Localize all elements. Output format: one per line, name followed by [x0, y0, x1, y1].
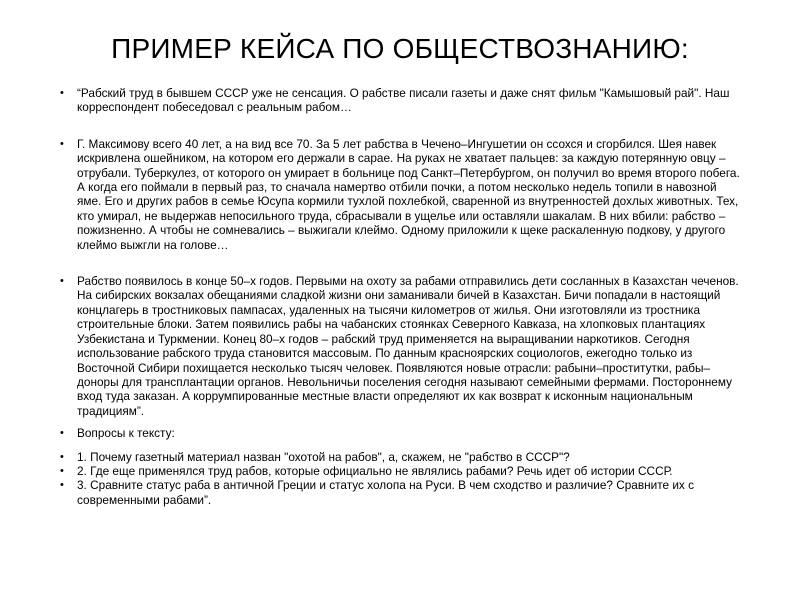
bullet-icon: • [60, 275, 64, 288]
bullet-icon: • [60, 87, 64, 99]
slide-title: ПРИМЕР КЕЙСА ПО ОБЩЕСТВОЗНАНИЮ: [111, 33, 689, 64]
bullet-icon: • [60, 137, 64, 150]
slide-body [60, 86, 740, 507]
bullet-icon: • [60, 427, 64, 440]
bullet-icon: • [60, 450, 64, 463]
paragraph-text: Вопросы к тексту: [77, 426, 175, 441]
question-1 [60, 450, 740, 464]
paragraph-text: “Рабский труд в бывшем СССР уже не сенсация. О рабстве писали газеты и даже снят фильм "Камышовый рай". Наш корреспондент побеседовал с реальным рабом… [77, 86, 730, 115]
paragraph-text: 1. Почему газетный материал назван "охотой на рабов", а, скажем, не "рабство в СССР"? [77, 449, 570, 464]
paragraph-slavery-history [60, 274, 740, 418]
question-2 [60, 464, 740, 478]
paragraph-text: Г. Максимову всего 40 лет, а на вид все 70. За 5 лет рабства в Чечено–Ингушетии он ссохся и сгорбился. Шея навек искривлена ошейником, на котором его держали в сарае. На руках не хватает пальцев: за каждую потерянную овцу – отрубали. Туберкулез, от которого он умирает в больнице под Санкт–Петербургом, он получил во время второго побега. А когда его поймали в первый раз, то сначала намертво отбили почки, а потом несколько недель топили в навозной яме. Его и других рабов в семье Юсупа кормили тухлой похлебкой, сваренной из внутренностей дохлых животных. Тех, кто умирал, не выдержав непосильного труда, сбрасывали в ущелье или оставляли шакалам. В них вбили: рабство – пожизненно. А чтобы не сомневались – выжигали клеймо. Одному приложили к щеке раскаленную подкову, у другого клеймо выжгли на голове… [77, 136, 740, 252]
bullet-icon: • [60, 479, 64, 492]
paragraph-text: 2. Где еще применялся труд рабов, которые официально не являлись рабами? Речь идет об истории СССР. [77, 463, 673, 478]
paragraph-quote-intro [60, 86, 740, 115]
paragraph-text: Рабство появилось в конце 50–х годов. Первыми на охоту за рабами отправились дети сосланных в Казахстан чеченов. На сибирских вокзалах обещаниями сладкой жизни они заманивали бичей в Казахстан. Бичи попадали в настоящий концлагерь в тростниковых пампасах, удаленных на тысячи километров от жилья. Они изготовляли из тростника строительные блоки. Затем появились рабы на чабанских стоянках Северного Кавказа, на хлопковых плантациях Узбекистана и Туркмении. Конец 80–х годов – рабский труд применяется на выращивании наркотиков. Сегодня использование рабского труда становится массовым. По данным красноярских социологов, ежегодно только из Восточной Сибири похищается несколько тысяч человек. Появляются новые отрасли: рабыни–проститутки, рабы–доноры для трансплантации органов. Невольничьи поселения сегодня называют семейными фермами. Постороннему вход туда заказан. А коррумпированные местные власти определяют их как возврат к исконным национальным традициям”. [77, 274, 739, 418]
bullet-icon: • [60, 464, 64, 477]
paragraph-maksimov-story [60, 137, 740, 252]
questions-heading [60, 426, 740, 440]
question-3 [60, 478, 740, 507]
paragraph-text: 3. Сравните статус раба в античной Греции и статус холопа на Руси. В чем сходство и различие? Сравните их с современными рабами”. [77, 478, 695, 507]
